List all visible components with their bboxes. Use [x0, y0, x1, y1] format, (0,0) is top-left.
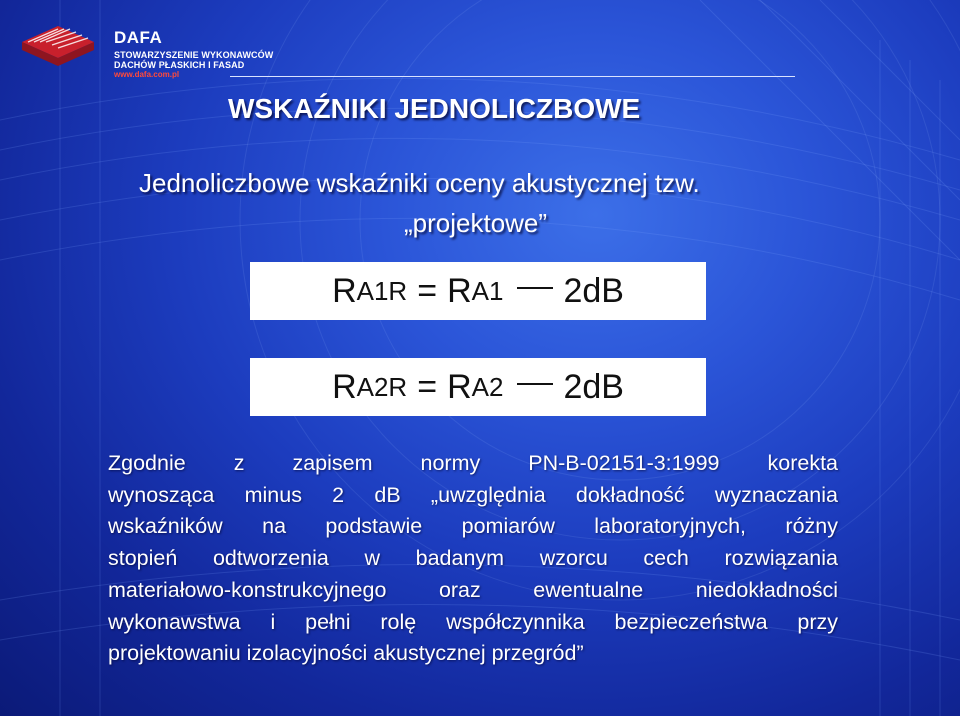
paragraph-line-5: materiałowo-konstrukcyjnego oraz ewentualne niedokładności [108, 577, 838, 602]
formula-2-left-symbol: R [332, 367, 357, 406]
header-divider [230, 76, 795, 77]
formula-2-minus-dash [517, 383, 553, 385]
logo-url[interactable]: www.dafa.com.pl [114, 70, 180, 79]
formula-2-term: 2dB [563, 367, 624, 406]
formula-1-equals: = [417, 271, 438, 310]
formula-box-2 [250, 358, 706, 416]
formula-1-term: 2dB [563, 271, 624, 310]
paragraph-line-3: wskaźników na podstawie pomiarów laboratoryjnych, różny [108, 514, 838, 539]
paragraph-line-2: wynosząca minus 2 dB „uwzględnia dokładność wyznaczania [108, 482, 838, 507]
body-paragraph [108, 448, 838, 670]
dafa-logo [18, 12, 274, 79]
subtitle-line-1: Jednoliczbowe wskaźniki oceny akustycznej tzw. [139, 168, 700, 198]
subtitle-line-2: „projektowe” [404, 208, 548, 238]
formula-box-1 [250, 262, 706, 320]
formula-2-equals: = [417, 367, 438, 406]
formula-1-right-symbol: R [447, 271, 472, 310]
paragraph-line-4: stopień odtworzenia w badanym wzorcu cech rozwiązania [108, 546, 838, 571]
logo-tagline-1: STOWARZYSZENIE WYKONAWCÓW [114, 50, 274, 60]
formula-1-left-symbol: R [332, 271, 357, 310]
slide-title: WSKAŹNIKI JEDNOLICZBOWE [228, 93, 641, 124]
paragraph-line-7: projektowaniu izolacyjności akustycznej przegród” [108, 641, 584, 666]
formula-1-minus-dash [517, 287, 553, 289]
paragraph-line-1: Zgodnie z zapisem normy PN-B-02151-3:1999 korekta [108, 451, 838, 475]
formula-2-left-subscript: A2R [356, 371, 408, 402]
formula-2-right-symbol: R [447, 367, 472, 406]
formula-2-right-subscript: A2 [471, 371, 504, 402]
logo-name: DAFA [114, 28, 163, 47]
formula-1-right-subscript: A1 [471, 275, 504, 306]
dafa-roof-logo-icon [18, 12, 98, 72]
formula-1-left-subscript: A1R [356, 275, 408, 306]
logo-tagline-2: DACHÓW PŁASKICH I FASAD [114, 60, 245, 70]
paragraph-line-6: wykonawstwa i pełni rolę współczynnika bezpieczeństwa przy [108, 609, 838, 634]
